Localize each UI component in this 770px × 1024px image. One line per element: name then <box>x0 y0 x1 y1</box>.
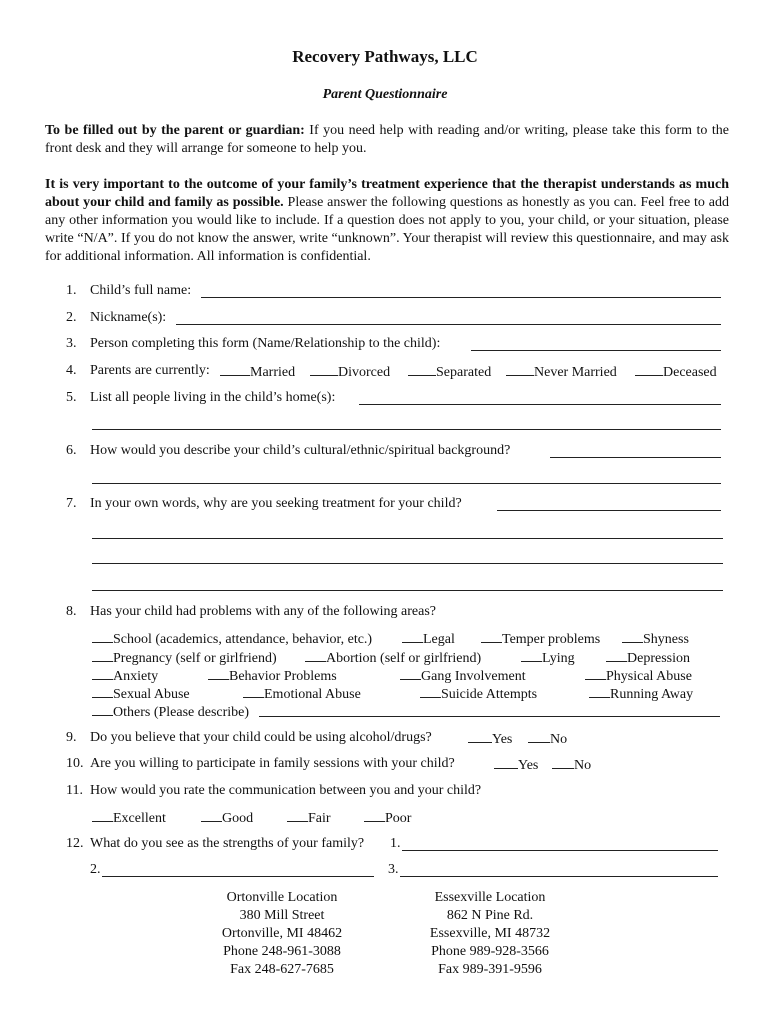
status-married-blank[interactable] <box>220 363 250 376</box>
area-depression-label: Depression <box>627 651 690 666</box>
area-lying-label: Lying <box>542 651 575 666</box>
communication-excellent-label: Excellent <box>113 811 166 826</box>
essexville-city: Essexville, MI 48732 <box>429 926 551 941</box>
q11-number: 11. <box>66 783 83 798</box>
treatment-reason-line-3[interactable] <box>92 563 723 564</box>
ortonville-location <box>192 889 372 979</box>
status-married-option[interactable] <box>220 363 295 381</box>
essexville-street: 862 N Pine Rd. <box>446 908 534 923</box>
area-emotional-abuse-blank[interactable] <box>243 685 264 698</box>
instructions-bold: To be filled out by the parent or guardian: <box>45 123 305 138</box>
area-gang-option[interactable] <box>400 667 526 685</box>
area-depression-option[interactable] <box>606 649 690 667</box>
cultural-background-field[interactable] <box>550 457 721 458</box>
status-separated-blank[interactable] <box>408 363 436 376</box>
instructions-paragraph <box>45 122 729 158</box>
q3-label: Person completing this form (Name/Relationship to the child): <box>90 336 441 351</box>
status-never-married-label: Never Married <box>534 365 617 380</box>
area-school-blank[interactable] <box>92 630 113 643</box>
q6-number: 6. <box>66 443 77 458</box>
area-emotional-abuse-label: Emotional Abuse <box>264 687 361 702</box>
communication-excellent-blank[interactable] <box>92 809 113 822</box>
communication-fair-option[interactable] <box>287 809 331 827</box>
communication-poor-blank[interactable] <box>364 809 385 822</box>
area-gang-blank[interactable] <box>400 667 421 680</box>
drugs-yes-label: Yes <box>492 732 513 747</box>
area-physical-abuse-blank[interactable] <box>585 667 606 680</box>
area-sexual-abuse-option[interactable] <box>92 685 190 703</box>
area-running-away-blank[interactable] <box>589 685 610 698</box>
importance-bold: It is very important to the outcome of your family’s treatment experience that the therapist understands as much about your child and family as possible. <box>45 177 729 210</box>
ortonville-phone: Phone 248-961-3088 <box>223 944 341 959</box>
strength-3-field[interactable] <box>400 876 718 877</box>
q11-label: How would you rate the communication between you and your child? <box>90 783 482 798</box>
family-sessions-no-label: No <box>574 758 592 773</box>
status-divorced-label: Divorced <box>338 365 391 380</box>
form-subtitle: Parent Questionnaire <box>322 87 448 102</box>
status-separated-label: Separated <box>436 365 492 380</box>
area-physical-abuse-option[interactable] <box>585 667 692 685</box>
area-anxiety-option[interactable] <box>92 667 158 685</box>
family-sessions-yes-label: Yes <box>518 758 539 773</box>
area-others-label: Others (Please describe) <box>113 705 250 720</box>
essexville-name: Essexville Location <box>434 890 546 905</box>
area-suicide-blank[interactable] <box>420 685 441 698</box>
strength-1-number: 1. <box>390 836 401 851</box>
status-separated-option[interactable] <box>408 363 491 381</box>
area-depression-blank[interactable] <box>606 649 627 662</box>
ortonville-name: Ortonville Location <box>226 890 338 905</box>
nickname-field[interactable] <box>176 324 721 325</box>
area-anxiety-blank[interactable] <box>92 667 113 680</box>
status-married-label: Married <box>250 365 296 380</box>
ortonville-city: Ortonville, MI 48462 <box>221 926 343 941</box>
communication-poor-option[interactable] <box>364 809 411 827</box>
area-shyness-label: Shyness <box>643 632 689 647</box>
ortonville-street: 380 Mill Street <box>239 908 325 923</box>
page-title: Recovery Pathways, LLC <box>292 47 478 66</box>
area-others-option[interactable] <box>92 703 249 721</box>
area-lying-blank[interactable] <box>521 649 542 662</box>
area-running-away-option[interactable] <box>589 685 693 703</box>
communication-fair-label: Fair <box>308 811 331 826</box>
area-suicide-option[interactable] <box>420 685 537 703</box>
status-deceased-blank[interactable] <box>635 363 663 376</box>
area-others-blank[interactable] <box>92 703 113 716</box>
treatment-reason-field[interactable] <box>497 510 721 511</box>
strength-1-field[interactable] <box>402 850 718 851</box>
area-running-away-label: Running Away <box>610 687 694 702</box>
strength-3-number: 3. <box>388 862 399 877</box>
status-never-married-blank[interactable] <box>506 363 534 376</box>
q10-number: 10. <box>66 756 84 771</box>
child-name-field[interactable] <box>201 297 721 298</box>
person-completing-field[interactable] <box>471 350 721 351</box>
area-temper-option[interactable] <box>481 630 600 648</box>
area-shyness-option[interactable] <box>622 630 689 648</box>
household-members-field[interactable] <box>359 404 721 405</box>
area-emotional-abuse-option[interactable] <box>243 685 361 703</box>
status-deceased-label: Deceased <box>663 365 717 380</box>
area-sexual-abuse-label: Sexual Abuse <box>113 687 190 702</box>
strength-2-number: 2. <box>90 862 101 877</box>
area-legal-option[interactable] <box>402 630 455 648</box>
q7-label: In your own words, why are you seeking treatment for your child? <box>90 496 462 511</box>
cultural-background-line-2[interactable] <box>92 483 721 484</box>
q1-label: Child’s full name: <box>90 283 192 298</box>
status-deceased-option[interactable] <box>635 363 717 381</box>
area-pregnancy-option[interactable] <box>92 649 277 667</box>
drugs-yes-option[interactable] <box>468 730 512 748</box>
ortonville-fax: Fax 248-627-7685 <box>230 962 334 977</box>
q7-number: 7. <box>66 496 77 511</box>
importance-text: Please answer the following questions as honestly as you can. Feel free to add any other information you would like to include. If a question does not apply to you, your child, or your situation, please write “N/A”. If you do not know the answer, write “unknown”. Your therapist will review this questionnaire, and may ask for additional information. All information is confidential. <box>45 195 729 264</box>
family-sessions-yes-option[interactable] <box>494 756 538 774</box>
essexville-location <box>400 889 580 979</box>
q2-label: Nickname(s): <box>90 310 167 325</box>
area-behavior-blank[interactable] <box>208 667 229 680</box>
q3-number: 3. <box>66 336 77 351</box>
communication-poor-label: Poor <box>385 811 412 826</box>
communication-excellent-option[interactable] <box>92 809 166 827</box>
drugs-no-label: No <box>550 732 568 747</box>
area-sexual-abuse-blank[interactable] <box>92 685 113 698</box>
essexville-phone: Phone 989-928-3566 <box>431 944 549 959</box>
q2-number: 2. <box>66 310 77 325</box>
status-never-married-option[interactable] <box>506 363 617 381</box>
instructions-text: If you need help with reading and/or writing, please take this form to the front desk and they will arrange for someone to help you. <box>45 123 729 156</box>
importance-paragraph <box>45 176 729 266</box>
q4-number: 4. <box>66 363 77 378</box>
area-abortion-label: Abortion (self or girlfriend) <box>326 651 482 666</box>
family-sessions-no-option[interactable] <box>552 756 591 774</box>
area-behavior-label: Behavior Problems <box>229 669 337 684</box>
q10-label: Are you willing to participate in family sessions with your child? <box>90 756 455 771</box>
area-gang-label: Gang Involvement <box>421 669 526 684</box>
status-divorced-blank[interactable] <box>310 363 338 376</box>
area-legal-blank[interactable] <box>402 630 423 643</box>
area-shyness-blank[interactable] <box>622 630 643 643</box>
q5-number: 5. <box>66 390 77 405</box>
area-temper-label: Temper problems <box>502 632 601 647</box>
q12-label: What do you see as the strengths of your family? <box>90 836 365 851</box>
strength-2-field[interactable] <box>102 876 374 877</box>
area-school-label: School (academics, attendance, behavior, etc.) <box>113 632 373 647</box>
drugs-yes-blank[interactable] <box>468 730 492 743</box>
treatment-reason-line-4[interactable] <box>92 590 723 591</box>
area-pregnancy-label: Pregnancy (self or girlfriend) <box>113 651 277 666</box>
family-sessions-no-blank[interactable] <box>552 756 574 769</box>
area-school-option[interactable] <box>92 630 372 648</box>
others-describe-field[interactable] <box>259 716 720 717</box>
communication-fair-blank[interactable] <box>287 809 308 822</box>
status-divorced-option[interactable] <box>310 363 390 381</box>
area-anxiety-label: Anxiety <box>113 669 159 684</box>
q8-number: 8. <box>66 604 77 619</box>
drugs-no-option[interactable] <box>528 730 567 748</box>
q9-label: Do you believe that your child could be using alcohol/drugs? <box>90 730 432 745</box>
q4-label: Parents are currently: <box>90 363 210 378</box>
q6-label: How would you describe your child’s cultural/ethnic/spiritual background? <box>90 443 511 458</box>
household-members-line-2[interactable] <box>92 429 721 430</box>
area-lying-option[interactable] <box>521 649 575 667</box>
essexville-fax: Fax 989-391-9596 <box>438 962 542 977</box>
drugs-no-blank[interactable] <box>528 730 550 743</box>
family-sessions-yes-blank[interactable] <box>494 756 518 769</box>
area-suicide-label: Suicide Attempts <box>441 687 538 702</box>
area-abortion-option[interactable] <box>305 649 481 667</box>
communication-good-label: Good <box>222 811 254 826</box>
area-behavior-option[interactable] <box>208 667 337 685</box>
q9-number: 9. <box>66 730 77 745</box>
area-abortion-blank[interactable] <box>305 649 326 662</box>
communication-good-option[interactable] <box>201 809 253 827</box>
area-legal-label: Legal <box>423 632 455 647</box>
q1-number: 1. <box>66 283 77 298</box>
communication-good-blank[interactable] <box>201 809 222 822</box>
area-pregnancy-blank[interactable] <box>92 649 113 662</box>
treatment-reason-line-2[interactable] <box>92 538 723 539</box>
q8-label: Has your child had problems with any of the following areas? <box>90 604 437 619</box>
area-physical-abuse-label: Physical Abuse <box>606 669 692 684</box>
q5-label: List all people living in the child’s home(s): <box>90 390 336 405</box>
q12-number: 12. <box>66 836 84 851</box>
area-temper-blank[interactable] <box>481 630 502 643</box>
